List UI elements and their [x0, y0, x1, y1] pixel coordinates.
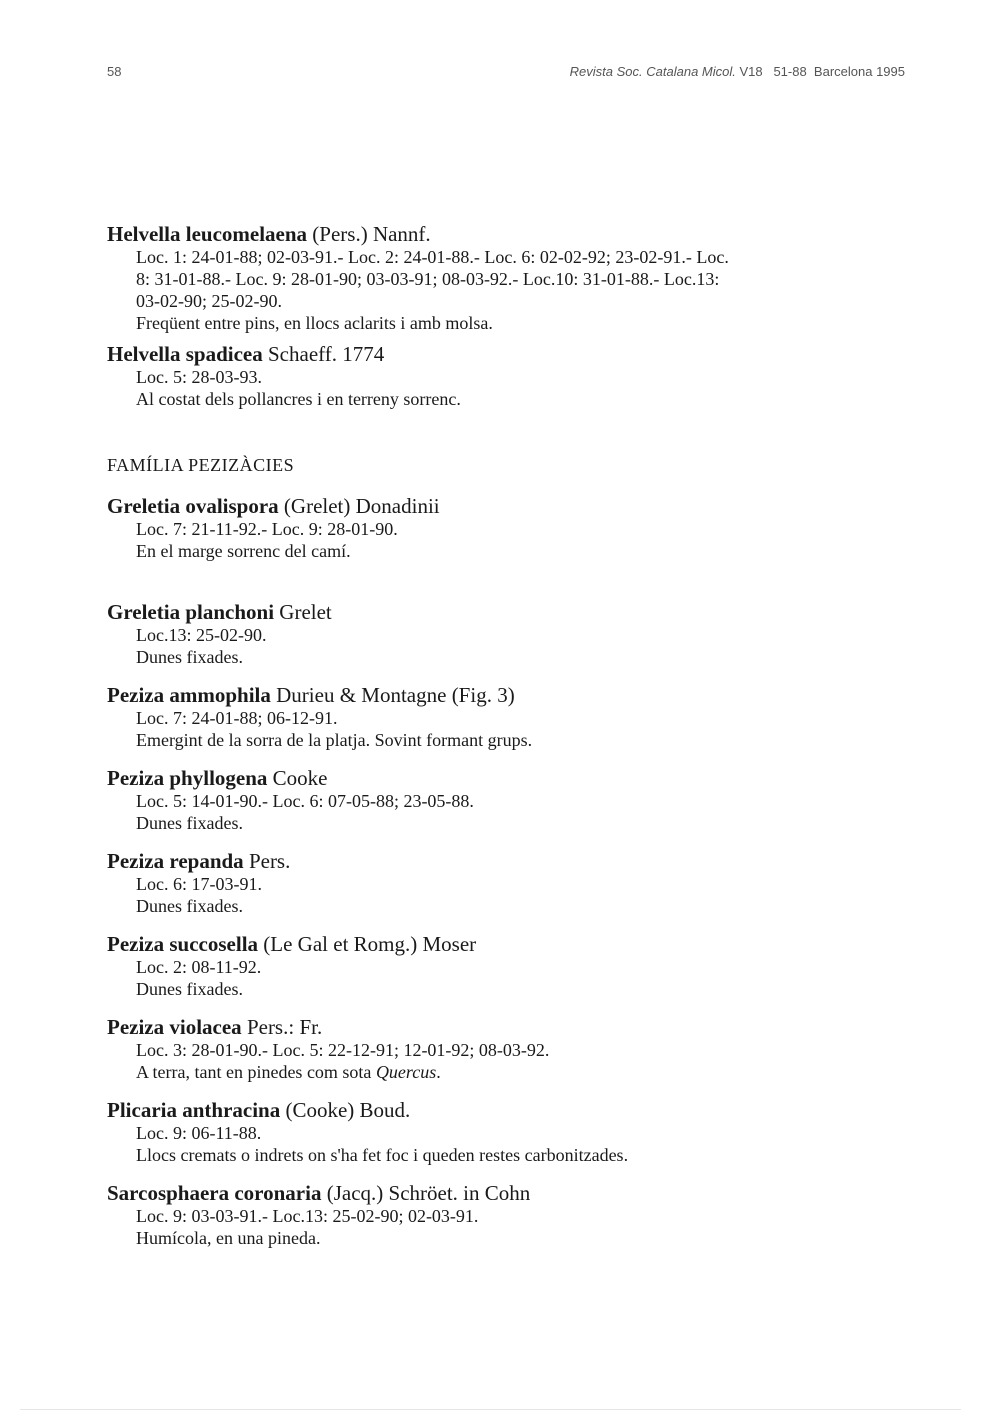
taxon-italic: Quercus — [375, 1062, 437, 1082]
species-heading — [107, 1181, 907, 1205]
entry-line: Loc. 2: 08-11-92. — [136, 957, 262, 977]
journal-citation — [570, 64, 905, 79]
species-authority: Pers.: Fr. — [246, 1015, 323, 1039]
entry-line: Emergint de la sorra de la platja. Sovint formant grups. — [136, 730, 533, 750]
species-authority: Pers. — [248, 849, 291, 873]
journal-details: V18 51-88 Barcelona 1995 — [739, 64, 905, 79]
species-name: Peziza phyllogena — [107, 766, 268, 790]
species-name: Plicaria anthracina — [107, 1098, 281, 1122]
entry-line: Loc. 7: 21-11-92.- Loc. 9: 28-01-90. — [136, 519, 398, 539]
family-heading: FAMÍLIA PEZIZÀCIES — [107, 455, 295, 475]
entry-line: Al costat dels pollancres i en terreny sorrenc. — [136, 389, 461, 409]
species-authority: Grelet — [279, 600, 332, 624]
entry-line: Dunes fixades. — [136, 896, 243, 916]
entry-line: Dunes fixades. — [136, 647, 243, 667]
entry-line: Humícola, en una pineda. — [136, 1228, 321, 1248]
habitat-end: . — [436, 1062, 441, 1082]
species-name: Greletia ovalispora — [107, 494, 279, 518]
species-authority: (Pers.) Nannf. — [312, 222, 431, 246]
species-authority: Schaeff. 1774 — [268, 342, 385, 366]
species-entry-peziza-violacea — [107, 1015, 907, 1083]
species-entry-peziza-repanda — [107, 849, 907, 917]
entry-line: Loc. 5: 14-01-90.- Loc. 6: 07-05-88; 23-05-88. — [136, 791, 474, 811]
species-entry-peziza-succosella — [107, 932, 907, 1000]
entry-line: Loc. 9: 03-03-91.- Loc.13: 25-02-90; 02-03-91. — [136, 1206, 479, 1226]
species-authority: (Grelet) Donadinii — [283, 494, 440, 518]
species-heading — [107, 683, 907, 707]
species-name: Greletia planchoni — [107, 600, 275, 624]
species-name: Peziza ammophila — [107, 683, 271, 707]
entry-line: Loc. 3: 28-01-90.- Loc. 5: 22-12-91; 12-01-92; 08-03-92. — [136, 1040, 550, 1060]
species-entry-peziza-ammophila — [107, 683, 907, 751]
species-heading — [107, 766, 907, 790]
species-name: Peziza violacea — [107, 1015, 242, 1039]
species-heading — [107, 222, 907, 246]
species-entry-greletia-ovalispora — [107, 494, 907, 562]
species-entry-peziza-phyllogena — [107, 766, 907, 834]
species-authority: Cooke — [272, 766, 328, 790]
entry-line: Loc. 5: 28-03-93. — [136, 367, 262, 387]
species-heading — [107, 1015, 907, 1039]
species-entry-greletia-planchoni — [107, 600, 907, 668]
entry-line: Loc.13: 25-02-90. — [136, 625, 267, 645]
entry-line: Dunes fixades. — [136, 813, 243, 833]
species-name: Peziza succosella — [107, 932, 259, 956]
habitat-text: A terra, tant en pinedes com sota — [136, 1062, 372, 1082]
entry-line: Dunes fixades. — [136, 979, 243, 999]
entry-line: Loc. 7: 24-01-88; 06-12-91. — [136, 708, 338, 728]
species-name: Sarcosphaera coronaria — [107, 1181, 322, 1205]
journal-title: Revista Soc. Catalana Micol. — [569, 64, 736, 79]
entry-line: Loc. 9: 06-11-88. — [136, 1123, 262, 1143]
species-authority: (Jacq.) Schröet. in Cohn — [326, 1181, 531, 1205]
page-number: 58 — [107, 64, 122, 79]
species-heading — [107, 494, 907, 518]
species-authority: Durieu & Montagne (Fig. 3) — [276, 683, 515, 707]
entry-line — [136, 1061, 907, 1083]
species-name: Helvella spadicea — [107, 342, 263, 366]
entry-line: En el marge sorrenc del camí. — [136, 541, 351, 561]
species-entry-plicaria-anthracina — [107, 1098, 907, 1166]
species-list — [107, 222, 907, 1249]
species-entry-helvella-leucomelaena — [107, 222, 907, 334]
species-authority: (Le Gal et Romg.) Moser — [263, 932, 477, 956]
entry-line: Llocs cremats o indrets on s'ha fet foc i queden restes carbonitzades. — [136, 1145, 629, 1165]
species-entry-sarcosphaera-coronaria — [107, 1181, 907, 1249]
entry-line: 03-02-90; 25-02-90. — [136, 291, 282, 311]
species-heading — [107, 932, 907, 956]
entry-line: Loc. 6: 17-03-91. — [136, 874, 262, 894]
species-heading — [107, 1098, 907, 1122]
species-name: Peziza repanda — [107, 849, 244, 873]
scan-edge-rule — [20, 1409, 961, 1410]
species-heading — [107, 600, 907, 624]
species-name: Helvella leucomelaena — [107, 222, 308, 246]
entry-line: 8: 31-01-88.- Loc. 9: 28-01-90; 03-03-91; 08-03-92.- Loc.10: 31-01-88.- Loc.13: — [136, 269, 720, 289]
species-entry-helvella-spadicea — [107, 342, 907, 410]
species-heading — [107, 342, 907, 366]
entry-line: Loc. 1: 24-01-88; 02-03-91.- Loc. 2: 24-01-88.- Loc. 6: 02-02-92; 23-02-91.- Loc. — [136, 247, 729, 267]
species-heading — [107, 849, 907, 873]
entry-line: Freqüent entre pins, en llocs aclarits i amb molsa. — [136, 313, 493, 333]
species-authority: (Cooke) Boud. — [285, 1098, 411, 1122]
